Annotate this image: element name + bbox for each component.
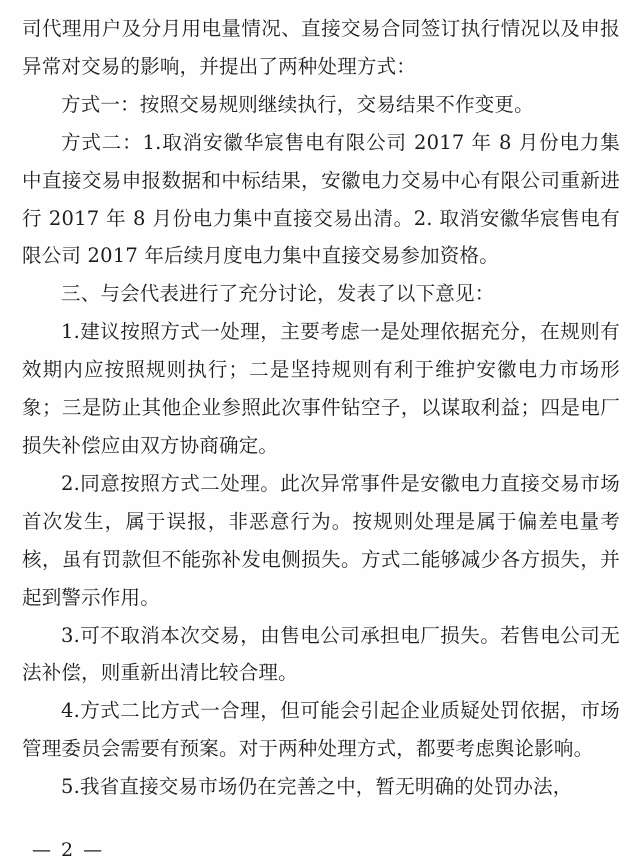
opinion-item-4: 4.方式二比方式一合理，但可能会引起企业质疑处罚依据，市场管理委员会需要有预案。对于两种处理方式，都要考虑舆论影响。 (22, 699, 620, 761)
section-heading-opinions: 三、与会代表进行了充分讨论，发表了以下意见： (61, 282, 495, 306)
document-body (22, 10, 620, 806)
paragraph-continuation: 司代理用户及分月用电量情况、直接交易合同签订执行情况以及申报异常对交易的影响，并提出了两种处理方式： (22, 17, 620, 78)
paragraph-option-one: 方式一：按照交易规则继续执行，交易结果不作变更。 (61, 92, 534, 116)
page-number: — 2 — (32, 839, 105, 861)
opinion-item-1: 1.建议按照方式一处理，主要考虑一是处理依据充分，在规则有效期内应按照规则执行；二是坚持规则有利于维护安徽电力市场形象；三是防止其他企业参照此次事件钻空子，以谋取利益；四是电厂损失补偿应由双方协商确定。 (22, 320, 620, 457)
opinion-item-2: 2.同意按照方式二处理。此次异常事件是安徽电力直接交易市场首次发生，属于误报，非恶意行为。按规则处理是属于偏差电量考核，虽有罚款但不能弥补发电侧损失。方式二能够减少各方损失，并起到警示作用。 (22, 471, 620, 609)
paragraph-option-two: 方式二：1.取消安徽华宸售电有限公司 2017 年 8 月份电力集中直接交易申报数据和中标结果，安徽电力交易中心有限公司重新进行 2017 年 8 月份电力集中直接交易出清。2. 取消安徽华宸售电有限公司 2017 年后续月度电力集中直接交易参加资格。 (22, 130, 620, 268)
opinion-item-5: 5.我省直接交易市场仍在完善之中，暂无明确的处罚办法， (61, 775, 573, 799)
opinion-item-3: 3.可不取消本次交易，由售电公司承担电厂损失。若售电公司无法补偿，则重新出清比较合理。 (22, 623, 620, 685)
